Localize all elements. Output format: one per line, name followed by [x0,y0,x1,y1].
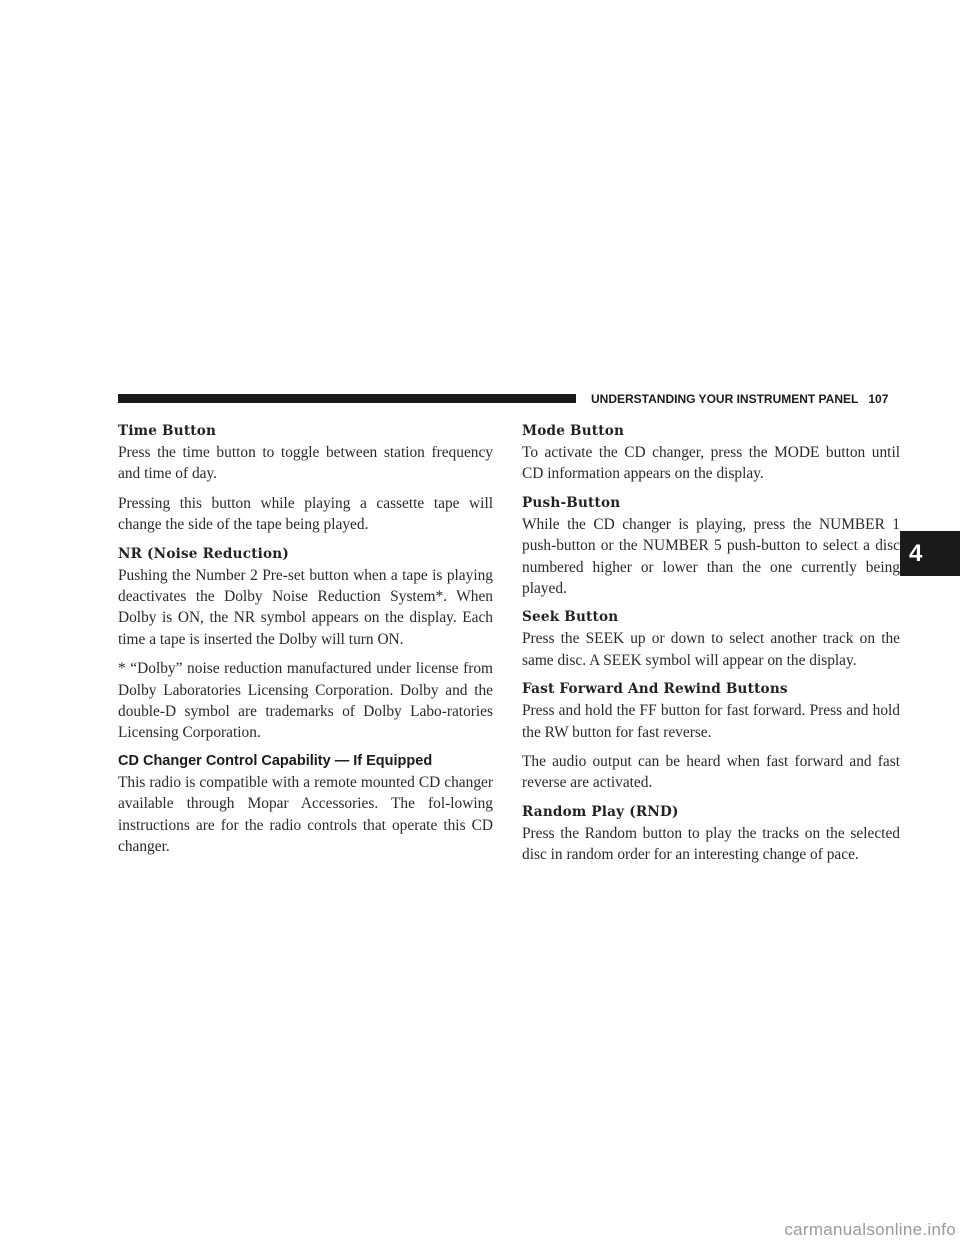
section-heading-cd-changer: CD Changer Control Capability — If Equipped [118,752,433,769]
heading-noise-reduction: NR (Noise Reduction) [118,545,290,562]
paragraph: Press and hold the FF button for fast forward. Press and hold the RW button for fast reverse. [522,702,900,741]
header-title: UNDERSTANDING YOUR INSTRUMENT PANEL [591,392,859,406]
heading-ff-rw-buttons: Fast Forward And Rewind Buttons [522,681,788,698]
heading-seek-button: Seek Button [522,609,619,626]
paragraph: While the CD changer is playing, press the NUMBER 1 push-button or the NUMBER 5 push-button to select a disc numbered higher or lower than the one currently being played. [522,515,900,598]
paragraph: This radio is compatible with a remote mounted CD changer available through Mopar Accessories. The fol-lowing instructions are for the radio controls that operate this CD changer. [118,773,493,856]
left-column [118,421,493,858]
heading-random-play: Random Play (RND) [522,803,679,820]
paragraph: Press the SEEK up or down to select another track on the same disc. A SEEK symbol will appear on the display. [522,630,900,669]
paragraph: Pressing this button while playing a cassette tape will change the side of the tape being played. [118,494,493,534]
paragraph: To activate the CD changer, press the MODE button until CD information appears on the display. [522,444,900,483]
paragraph: Press the Random button to play the tracks on the selected disc in random order for an interesting change of pace. [522,824,900,864]
heading-push-button: Push-Button [522,494,621,511]
paragraph: Pushing the Number 2 Pre-set button when a tape is playing deactivates the Dolby Noise Reduction System*. When Dolby is ON, the NR symbol appears on the display. Each time a tape is inserted the Dolby will turn ON. [118,566,493,648]
heading-mode-button: Mode Button [522,423,625,439]
paragraph: The audio output can be heard when fast forward and fast reverse are activated. [522,753,900,792]
footnote-paragraph: * “Dolby” noise reduction manufactured under license from Dolby Laboratories Licensing Corporation. Dolby and the double-D symbol are trademarks of Dolby Labo-ratories Licensing Corporation. [118,660,493,742]
running-header [591,391,888,407]
paragraph: Press the time button to toggle between station frequency and time of day. [118,444,493,483]
header-rule [118,394,576,403]
right-column [522,421,900,866]
page-number: 107 [868,392,889,406]
heading-time-button: Time Button [118,423,217,439]
watermark-link[interactable]: carmanualsonline.info [784,1220,956,1239]
chapter-tab: 4 [900,531,960,576]
